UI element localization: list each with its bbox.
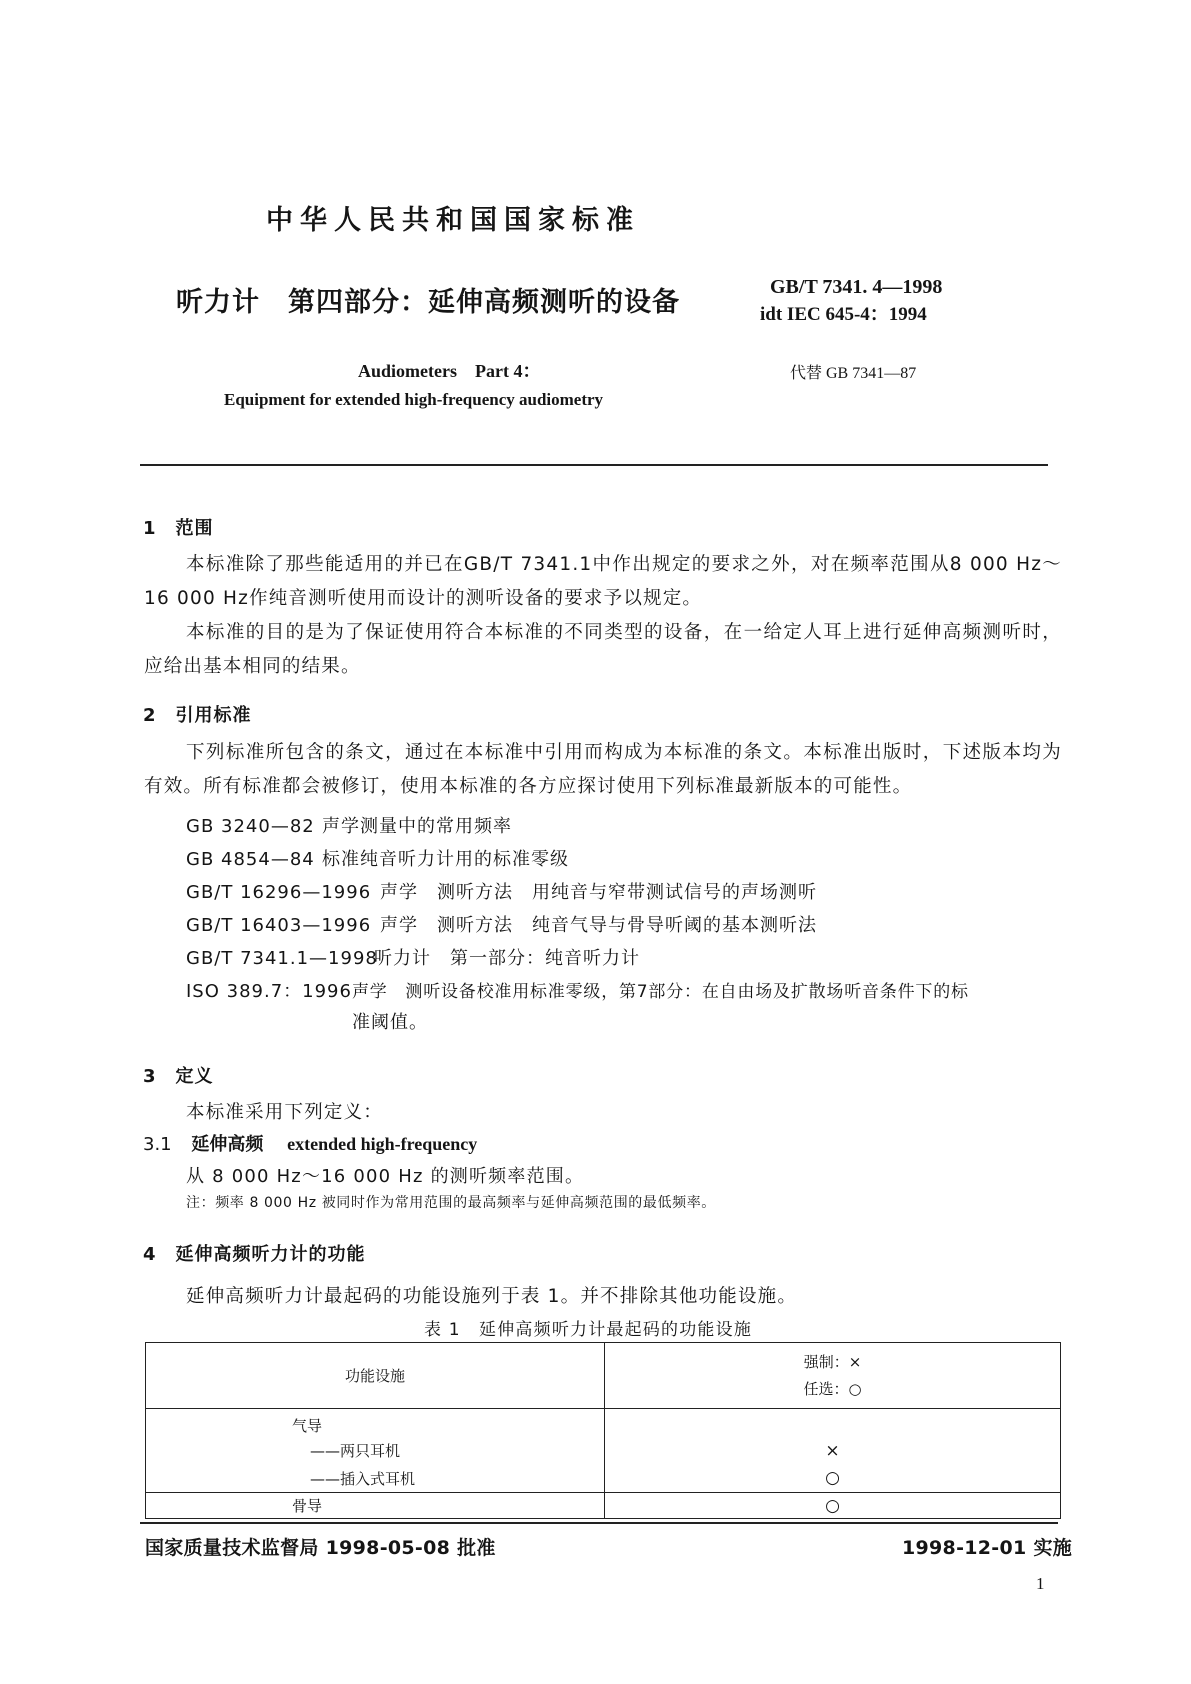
- reference-code: GB/T 7341.1—1998: [186, 948, 378, 969]
- title-en-line-1: Audiometers Part 4：: [358, 361, 541, 381]
- reference-code: GB/T 16403—1996: [186, 915, 372, 936]
- table-header-function: 功能设施: [146, 1343, 605, 1409]
- section-1-paragraph-1: 本标准除了那些能适用的并已在GB/T 7341.1中作出规定的要求之外，对在频率范围从8 000 Hz～16 000 Hz作纯音测听使用而设计的测听设备的要求予以规定。: [144, 554, 1062, 609]
- definition-3-1-note: 注：频率 8 000 Hz 被同时作为常用范围的最高频率与延伸高频范围的最低频率。: [186, 1195, 716, 1211]
- reference-title: 听力计 第一部分：纯音听力计: [374, 948, 640, 969]
- org-title: 中华人民共和国国家标准: [266, 205, 640, 236]
- reference-title: 声学 测听方法 用纯音与窄带测试信号的声场测听: [380, 882, 817, 903]
- section-2-paragraph-1: 下列标准所包含的条文，通过在本标准中引用而构成为本标准的条文。本标准出版时，下述版本均为有效。所有标准都会被修订，使用本标准的各方应探讨使用下列标准最新版本的可能性。: [144, 742, 1062, 797]
- reference-code: ISO 389.7：1996: [186, 981, 352, 1002]
- reference-item: [186, 944, 640, 970]
- idt-reference: idt IEC 645-4：1994: [760, 304, 927, 325]
- table-cell-label: ——两只耳机: [146, 1437, 605, 1465]
- table-cell-label: 气导: [146, 1409, 605, 1437]
- table-cell-label: ——插入式耳机: [146, 1465, 605, 1493]
- page-number: 1: [1036, 1574, 1045, 1593]
- section-3-paragraph-1: 本标准采用下列定义：: [186, 1102, 384, 1123]
- approval-line: 国家质量技术监督局 1998-05-08 批准: [145, 1537, 496, 1559]
- definition-term-en: extended high-frequency: [287, 1134, 478, 1154]
- table-1: [145, 1342, 1061, 1519]
- table-row: [146, 1437, 1061, 1465]
- table-cell-value: ×: [605, 1437, 1061, 1465]
- table-row: [146, 1465, 1061, 1493]
- reference-item: [186, 878, 817, 904]
- section-2-heading: 2 引用标准: [143, 705, 252, 726]
- table-cell-label: 骨导: [146, 1493, 605, 1519]
- section-3-heading: 3 定义: [143, 1066, 214, 1087]
- replaces-note: 代替 GB 7341—87: [790, 365, 917, 382]
- header-rule: [140, 464, 1048, 466]
- reference-item: [186, 845, 569, 871]
- table-cell-value: [605, 1409, 1061, 1437]
- section-1-paragraph-2: 本标准的目的是为了保证使用符合本标准的不同类型的设备，在一给定人耳上进行延伸高频测听时，应给出基本相同的结果。: [144, 622, 1062, 677]
- legend-optional: 任选：○: [803, 1379, 862, 1398]
- legend-mandatory: 强制：×: [803, 1352, 862, 1371]
- definition-term-cn: 延伸高频: [191, 1134, 264, 1155]
- std-number: GB/T 7341. 4—1998: [770, 276, 943, 298]
- section-1-heading: 1 范围: [143, 518, 214, 539]
- reference-title: 标准纯音听力计用的标准零级: [322, 849, 569, 870]
- effective-date: 1998-12-01 实施: [902, 1537, 1073, 1559]
- reference-title: 声学 测听设备校准用标准零级，第7部分：在自由场及扩散场听音条件下的标: [352, 982, 969, 1002]
- section-4-heading: 4 延伸高频听力计的功能: [143, 1244, 366, 1265]
- reference-code: GB 3240—82: [186, 816, 315, 837]
- definition-number: 3.1: [143, 1134, 172, 1155]
- table-1-caption: 表 1 延伸高频听力计最起码的功能设施: [424, 1320, 753, 1340]
- reference-title-continued: 准阈值。: [352, 1012, 428, 1033]
- reference-item: [186, 812, 512, 838]
- definition-3-1-heading: [143, 1130, 477, 1156]
- section-4-paragraph-1: 延伸高频听力计最起码的功能设施列于表 1。并不排除其他功能设施。: [186, 1286, 798, 1307]
- table-header-legend: [605, 1343, 1061, 1409]
- reference-item: [186, 911, 817, 937]
- reference-item: [186, 977, 969, 1003]
- title-en-line-2: Equipment for extended high-frequency audiometry: [224, 390, 604, 409]
- table-cell-value: ○: [605, 1493, 1061, 1519]
- reference-title: 声学 测听方法 纯音气导与骨导听阈的基本测听法: [380, 915, 817, 936]
- table-row: [146, 1493, 1061, 1519]
- footer-rule: [140, 1522, 1058, 1524]
- table-row: [146, 1409, 1061, 1437]
- table-cell-value: ○: [605, 1465, 1061, 1493]
- reference-code: GB 4854—84: [186, 849, 315, 870]
- reference-code: GB/T 16296—1996: [186, 882, 372, 903]
- doc-title-cn: 听力计 第四部分：延伸高频测听的设备: [176, 287, 680, 318]
- reference-title: 声学测量中的常用频率: [322, 816, 512, 837]
- definition-3-1-text: 从 8 000 Hz～16 000 Hz 的测听频率范围。: [186, 1166, 585, 1187]
